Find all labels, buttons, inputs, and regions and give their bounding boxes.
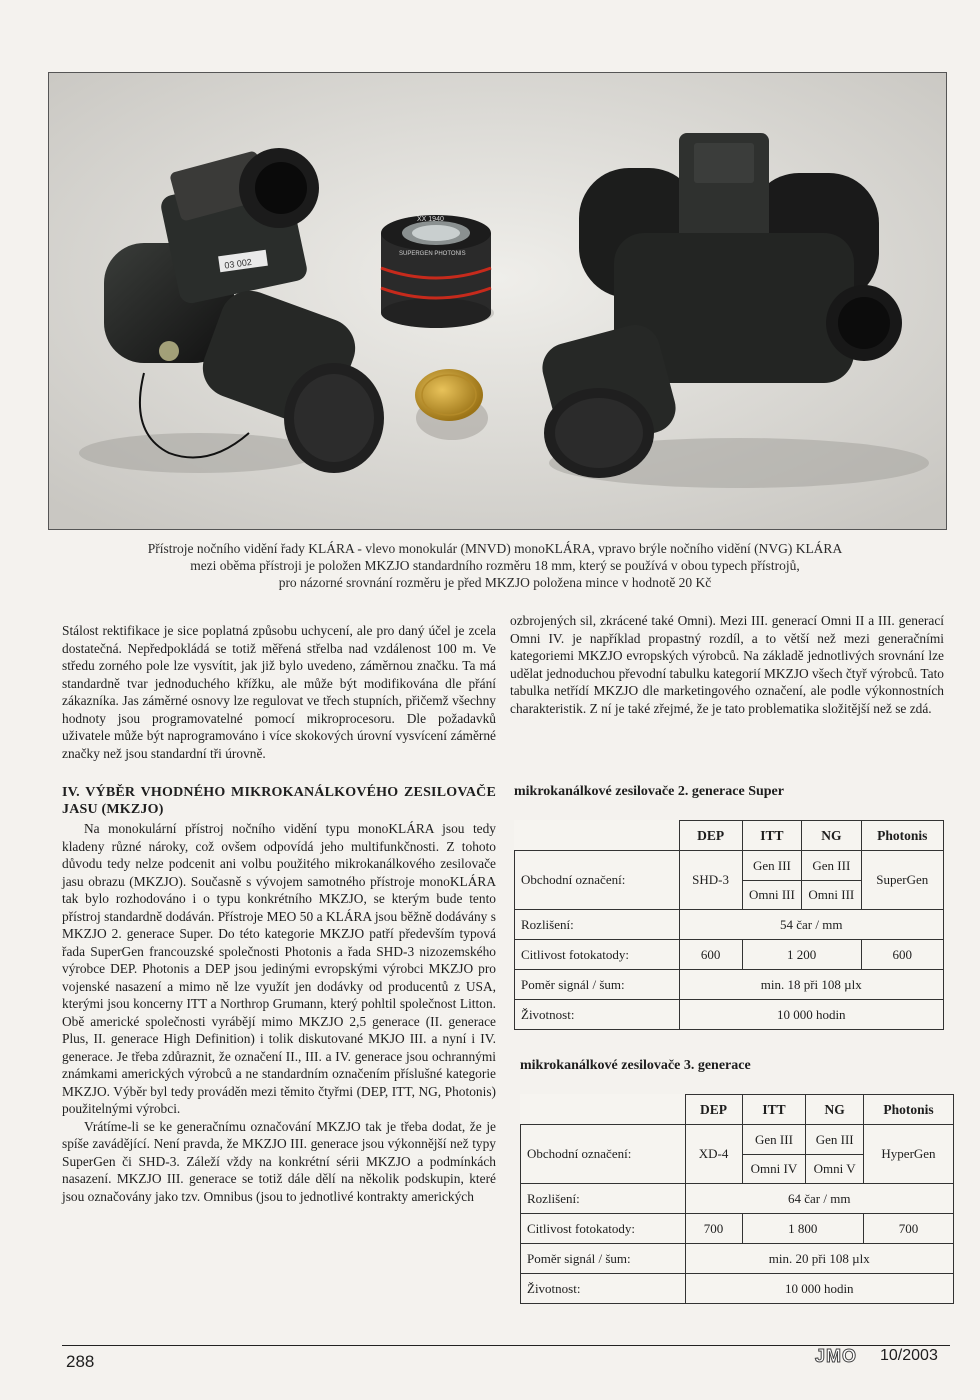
table-cell: 64 čar / mm — [685, 1184, 954, 1214]
row-label: Poměr signál / šum: — [521, 1244, 686, 1274]
issue-number: 10/2003 — [880, 1347, 938, 1364]
caption-line: Přístroje nočního vidění řady KLÁRA - vlevo monokulár (MNVD) monoKLÁRA, vpravo brýle nočního vidění (NVG) KLÁRA — [147, 541, 843, 556]
gen3-table — [520, 1094, 954, 1304]
table-cell — [742, 1125, 806, 1184]
right-column — [510, 612, 944, 717]
table-cell — [806, 1125, 864, 1184]
cell-line: Omni V — [806, 1154, 863, 1183]
paragraph: Vrátíme-li se ke generačnímu označování MKZJO tak je třeba dodat, že je spíše zavádějící. Není pravda, že MKZJO III. generace jsou výkonnější než typy SuperGen či SHD-3. Záleží vždy na konkrétní sérii MKZJO a podmínkách nasazení. MKZJO III. generace se totiž dále dělí na několik podskupin, které jsou označovány jako tzv. Omnibus (jsou to jednotlivé kontrakty amerických — [62, 1118, 496, 1204]
table-cell: SuperGen — [861, 851, 943, 910]
left-column — [62, 622, 496, 1205]
table-cell: 700 — [685, 1214, 742, 1244]
column-header: NG — [802, 821, 861, 851]
tube-ring-label: SUPERGEN PHOTONIS — [399, 251, 466, 257]
table-cell: 1 800 — [742, 1214, 863, 1244]
paragraph: Stálost rektifikace je sice poplatná způsobu uchycení, ale pro daný účel je zcela dostatečná. Nepředpokládá se totiž měřená střelba nad vzdálenost 100 m. Ve středu zorného pole lze vysvítit, jak již bylo uvedeno, záměrnou značku. Ta má standardně tvar jednoduchého křížku, ale může být modifikována dle přání zákazníka. Jas záměrné osnovy lze regulovat ve třech stupních, přičemž všechny hodnoty jsou programovatelné pomocí mikroprocesoru. Dle požadavků uživatele může být naprogramováno i více skokových úrovní vysvícení záměrné značky než jsou standardní tři úrovně. — [62, 623, 496, 761]
row-label: Životnost: — [521, 1274, 686, 1304]
photo-caption — [70, 540, 920, 591]
paragraph: Na monokulární přístroj nočního vidění typu monoKLÁRA jsou tedy kladeny různé nároky, což ovšem odpovídá jeho multifunkčnosti. Z tohoto důvodu tedy nelze podcenit ani volbu použitého mikrokanálkového zesilovače jasu obrazu (MKZJO). Současně s vývojem samotného přístroje monoKLÁRA tak bylo rozhodováno i o typu konkrétního MKZJO, se kterým bude tento přístroj standardně dodáván. Přístroje MEO 50 a KLÁRA jsou běžně dodávány s MKZJO 2. generace Super. Do této kategorie MKZJO patří především typová řada SuperGen francouzské společnosti Photonis a řada SHD-3 nizozemského výrobce DEP. Photonis a DEP jsou jedinými evropskými výrobci MKZJO pro vojenské nasazení a mimo ně lze využít jen dodávky od producentů z USA, kterými jsou koncerny ITT a Northrop Grumann, který pohltil společnost Litton. Obě americké společnosti vyrábějí mimo MKZJO 2,5 generace (II. generace Plus, II. generace High Definition) i tolik diskutované MKJO III. a nyní i IV. generace. Je třeba zdůraznit, že označení II., III. a IV. generace jsou ochrannými známkami amerických výrobců a ne standardním označením příslušné kategorie MKZJO. Výběr byl tedy prováděn mezi těmito čtyřmi (DEP, ITT, NG, Photonis) použitelnými výrobci. — [62, 821, 496, 1116]
section-heading: IV. VÝBĚR VHODNÉHO MIKROKANÁLKOVÉHO ZESILOVAČE JASU (MKZJO) — [62, 785, 496, 817]
column-header: NG — [806, 1095, 864, 1125]
table-cell: 600 — [679, 940, 742, 970]
cell-line: Omni III — [743, 880, 801, 909]
gen2-super-table — [514, 820, 944, 1030]
cell-line: Gen III — [812, 857, 851, 873]
table-cell: 54 čar / mm — [679, 910, 944, 940]
cell-line: Omni III — [802, 880, 860, 909]
caption-line: mezi oběma přístroji je položen MKZJO standardního rozměru 18 mm, který se používá v obou typech přístrojů, — [190, 558, 800, 573]
table-title: mikrokanálkové zesilovače 3. generace — [520, 1058, 751, 1073]
table-cell — [742, 851, 801, 910]
empty-header-cell — [521, 1095, 686, 1125]
table-cell: HyperGen — [863, 1125, 953, 1184]
table-cell: 1 200 — [742, 940, 861, 970]
table-cell: min. 20 při 108 µlx — [685, 1244, 954, 1274]
product-photo — [48, 72, 947, 530]
empty-header-cell — [515, 821, 680, 851]
table-cell: SHD-3 — [679, 851, 742, 910]
table-cell: 600 — [861, 940, 943, 970]
row-label: Rozlišení: — [515, 910, 680, 940]
row-label: Poměr signál / šum: — [515, 970, 680, 1000]
table-cell: 10 000 hodin — [685, 1274, 954, 1304]
page-number: 288 — [66, 1352, 95, 1371]
row-label: Obchodní označení: — [515, 851, 680, 910]
cell-line: Gen III — [755, 1131, 793, 1147]
device-serial-label: 03 002 — [223, 256, 253, 271]
row-label: Citlivost fotokatody: — [515, 940, 680, 970]
table-cell: 10 000 hodin — [679, 1000, 944, 1030]
table-cell: XD-4 — [685, 1125, 742, 1184]
row-label: Rozlišení: — [521, 1184, 686, 1214]
cell-line: Gen III — [752, 857, 791, 873]
column-header: Photonis — [863, 1095, 953, 1125]
journal-logo: JMO — [815, 1346, 858, 1366]
cell-line: Omni IV — [743, 1154, 806, 1183]
table-cell: min. 18 při 108 µlx — [679, 970, 944, 1000]
table-cell — [802, 851, 861, 910]
column-header: ITT — [742, 1095, 806, 1125]
column-header: DEP — [685, 1095, 742, 1125]
table-title: mikrokanálkové zesilovače 2. generace Super — [514, 784, 784, 799]
caption-line: pro názorné srovnání rozměru je před MKZJO položena mince v hodnotě 20 Kč — [278, 575, 712, 590]
row-label: Citlivost fotokatody: — [521, 1214, 686, 1244]
column-header: DEP — [679, 821, 742, 851]
column-header: Photonis — [861, 821, 943, 851]
row-label: Životnost: — [515, 1000, 680, 1030]
row-label: Obchodní označení: — [521, 1125, 686, 1184]
paragraph: ozbrojených sil, zkrácené také Omni). Mezi III. generací Omni II a III. generací Omni IV. je například propastný rozdíl, a to větší než mezi generačními kategoriemi MKZJO evropských výrobců. Na základě jednotlivých srovnání lze udělat jednoduchou převodní tabulku kategorií MKZJO všech čtyř výrobců. Tato tabulka netřídí MKZJO dle marketingového označení, ale podle výkonnostních charakteristik. Z ní je také zřejmé, že je tato problematika složitější než se zdá. — [510, 613, 944, 716]
column-header: ITT — [742, 821, 801, 851]
cell-line: Gen III — [815, 1131, 854, 1147]
tube-top-label: XX 1940 — [417, 216, 444, 223]
image-intensifier-tube — [381, 215, 494, 328]
table-cell: 700 — [863, 1214, 953, 1244]
